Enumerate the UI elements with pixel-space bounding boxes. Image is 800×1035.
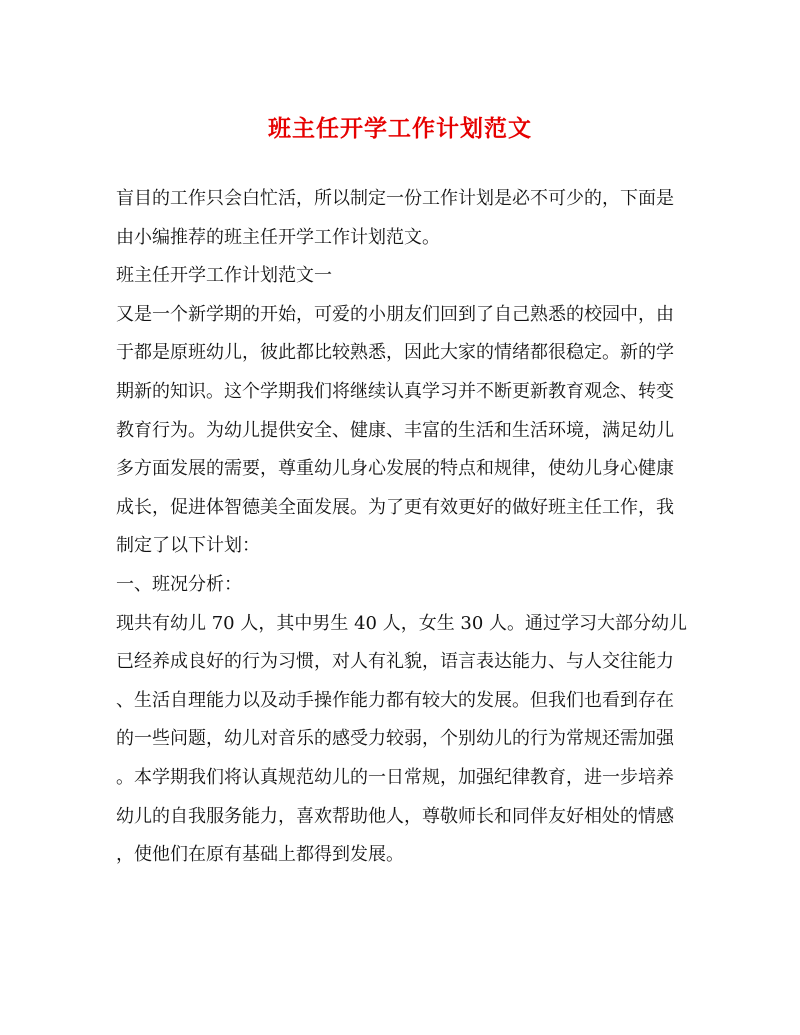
text-line: ，使他们在原有基础上都得到发展。	[116, 844, 404, 866]
text-line: 已经养成良好的行为习惯，对人有礼貌，语言表达能力、与人交往能力	[116, 651, 674, 673]
text-line: 盲目的工作只会白忙活，所以制定一份工作计划是必不可少的，下面是	[116, 188, 674, 209]
text-line: 成长，促进体智德美全面发展。为了更有效更好的做好班主任工作，我	[116, 496, 674, 518]
text-line: 的一些问题，幼儿对音乐的感受力较弱，个别幼儿的行为常规还需加强	[116, 728, 674, 750]
text-line: 。本学期我们将认真规范幼儿的一日常规，加强纪律教育，进一步培养	[116, 766, 674, 788]
document-title: 班主任开学工作计划范文	[268, 115, 532, 142]
text-line: 又是一个新学期的开始，可爱的小朋友们回到了自己熟悉的校园中，由	[116, 303, 674, 325]
text-line: 现共有幼儿 70 人，其中男生 40 人，女生 30 人。通过学习大部分幼儿	[116, 612, 688, 634]
section-heading: 班主任开学工作计划范文一	[116, 265, 332, 287]
text-line: 制定了以下计划：	[116, 535, 260, 557]
text-line: 多方面发展的需要，尊重幼儿身心发展的特点和规律，使幼儿身心健康	[116, 458, 674, 480]
text-line: 于都是原班幼儿，彼此都比较熟悉，因此大家的情绪都很稳定。新的学	[116, 342, 674, 364]
section-heading: 一、班况分析：	[116, 573, 242, 595]
text-line: 由小编推荐的班主任开学工作计划范文。	[116, 226, 440, 248]
text-line: 教育行为。为幼儿提供安全、健康、丰富的生活和生活环境，满足幼儿	[116, 419, 674, 441]
document-body	[116, 180, 686, 875]
text-line: 幼儿的自我服务能力，喜欢帮助他人，尊敬师长和同伴友好相处的情感	[116, 805, 674, 827]
text-line: 期新的知识。这个学期我们将继续认真学习并不断更新教育观念、转变	[116, 380, 674, 402]
text-line: 、生活自理能力以及动手操作能力都有较大的发展。但我们也看到存在	[116, 689, 674, 711]
